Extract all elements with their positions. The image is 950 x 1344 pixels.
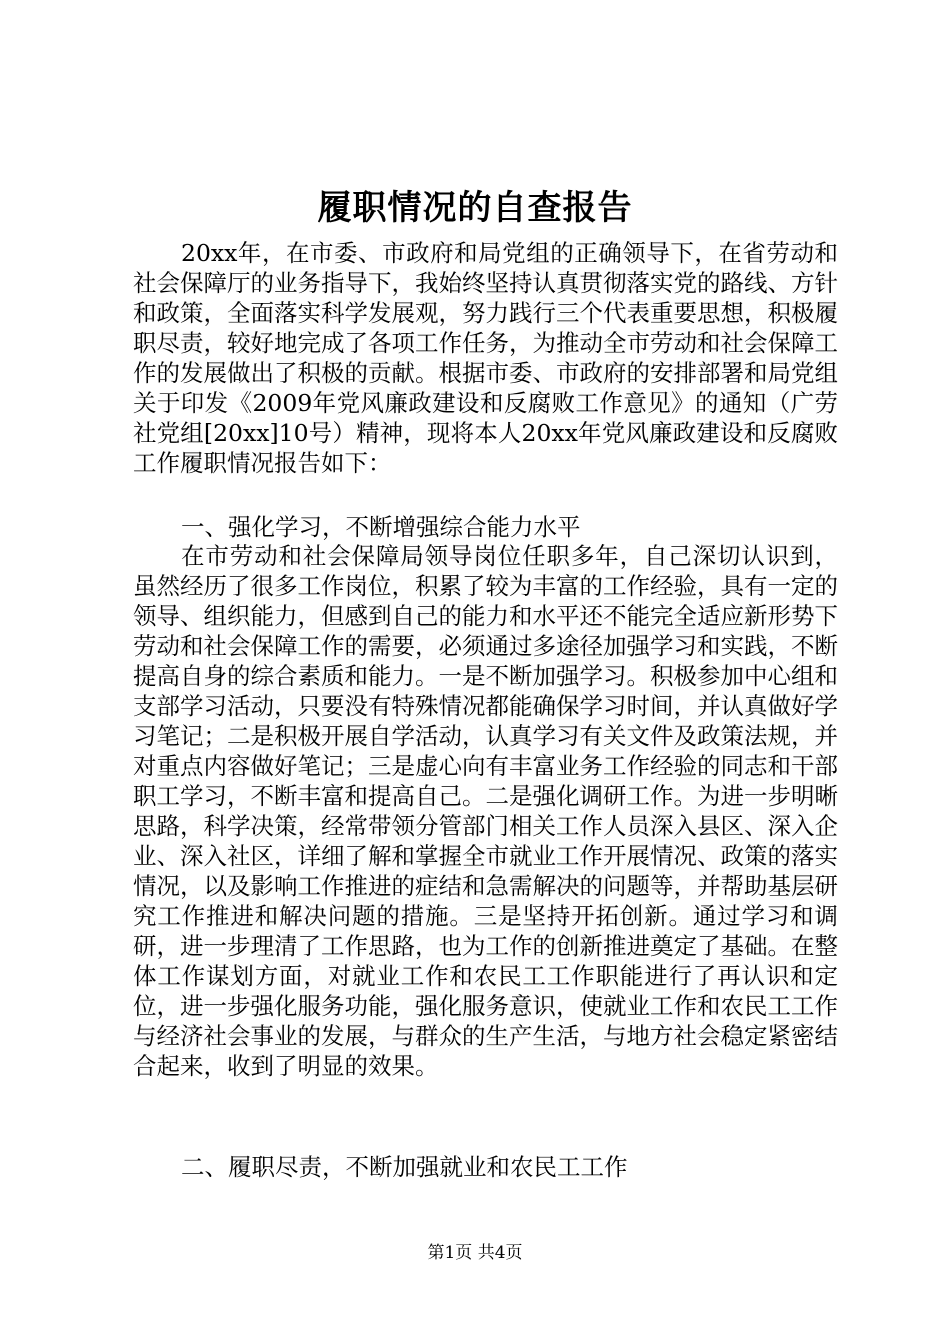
page-footer: 第1页 共4页 bbox=[427, 1243, 523, 1263]
section-heading-2: 二、履职尽责，不断加强就业和农民工工作 bbox=[181, 1153, 628, 1181]
document-title: 履职情况的自查报告 bbox=[317, 188, 633, 228]
intro-paragraph: 20xx年，在市委、市政府和局党组的正确领导下，在省劳动和社会保障厅的业务指导下，我始终坚持认真贯彻落实党的路线、方针和政策，全面落实科学发展观，努力践行三个代表重要思想，积极履职尽责，较好地完成了各项工作任务，为推动全市劳动和社会保障工作的发展做出了积极的贡献。根据市委、市政府的安排部署和局党组关于印发《2009年党风廉政建设和反腐败工作意见》的通知（广劳社党组[20xx]10号）精神，现将本人20xx年党风廉政建设和反腐败工作履职情况报告如下： bbox=[133, 239, 838, 477]
section-heading-1: 一、强化学习，不断增强综合能力水平 bbox=[181, 513, 581, 541]
section-paragraph-1: 在市劳动和社会保障局领导岗位任职多年，自己深切认识到，虽然经历了很多工作岗位，积累了较为丰富的工作经验，具有一定的领导、组织能力，但感到自己的能力和水平还不能完全适应新形势下劳动和社会保障工作的需要，必须通过多途径加强学习和实践，不断提高自身的综合素质和能力。一是不断加强学习。积极参加中心组和支部学习活动，只要没有特殊情况都能确保学习时间，并认真做好学习笔记；二是积极开展自学活动，认真学习有关文件及政策法规，并对重点内容做好笔记；三是虚心向有丰富业务工作经验的同志和干部职工学习，不断丰富和提高自己。二是强化调研工作。为进一步明晰思路，科学决策，经常带领分管部门相关工作人员深入县区、深入企业、深入社区，详细了解和掌握全市就业工作开展情况、政策的落实情况，以及影响工作推进的症结和急需解决的问题等，并帮助基层研究工作推进和解决问题的措施。三是坚持开拓创新。通过学习和调研，进一步理清了工作思路，也为工作的创新推进奠定了基础。在整体工作谋划方面，对就业工作和农民工工作职能进行了再认识和定位，进一步强化服务功能，强化服务意识，使就业工作和农民工工作与经济社会事业的发展，与群众的生产生活，与地方社会稳定紧密结合起来，收到了明显的效果。 bbox=[133, 542, 838, 1080]
